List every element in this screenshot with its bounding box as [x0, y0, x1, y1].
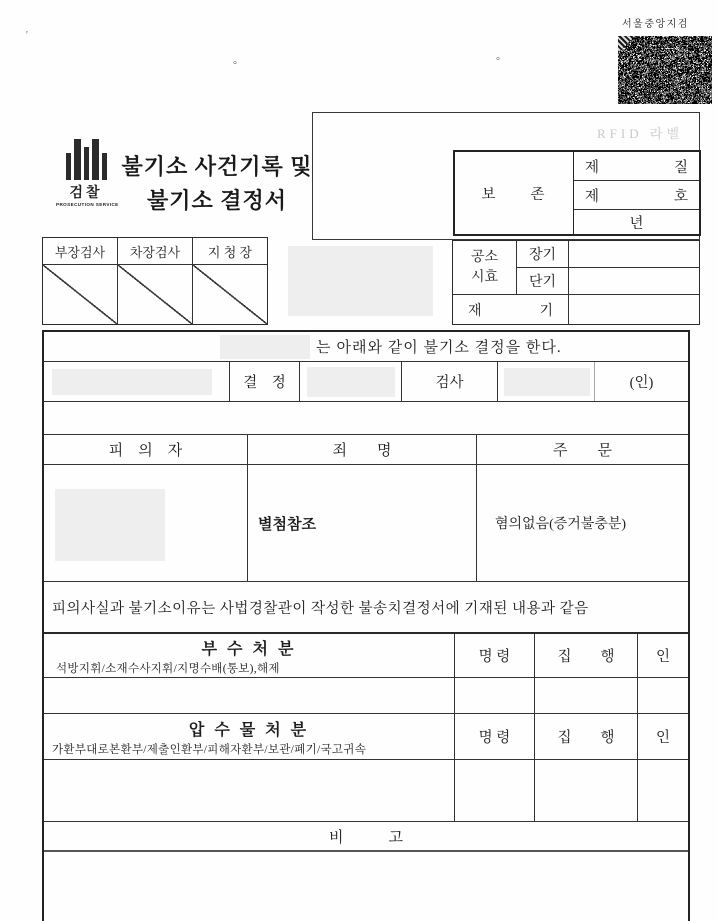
preservation-year-label: 년 [629, 215, 644, 232]
preservation-ho: 호 [673, 188, 688, 205]
statute-table [452, 240, 700, 325]
decision-sentence-row [44, 332, 688, 362]
scan-artifact: ' [26, 30, 28, 41]
sentence-particle: 는 [316, 340, 331, 356]
decision-body-table [42, 330, 690, 921]
ancillary-title: 부 수 처 분 [201, 640, 297, 658]
preservation-je2: 제 [585, 188, 600, 205]
signature-cell-diagonal [118, 265, 193, 324]
redacted-prosecutor-name [504, 368, 590, 396]
preservation-row-number [574, 181, 699, 210]
logo-english-label: PROSECUTION SERVICE [56, 202, 119, 207]
preservation-row-quality [574, 152, 699, 181]
decision-label-cell: 결 정 [230, 362, 300, 401]
decision-signature-row [44, 362, 688, 402]
document-title-line2: 불기소 결정서 [146, 188, 287, 213]
ancillary-value-cell [44, 678, 455, 713]
decision-sentence: 아래와 같이 불기소 결정을 한다. [336, 340, 562, 356]
seized-value-cell [44, 760, 455, 821]
preservation-year-cell [574, 210, 699, 234]
seal-column-header: 인 [655, 649, 670, 665]
ancillary-value-row [44, 678, 688, 714]
case-value-row [44, 465, 688, 582]
statute-long-label: 장기 [517, 241, 569, 268]
ancillary-seal-cell [638, 678, 688, 713]
ancillary-execution-cell [535, 678, 638, 713]
seized-subtitle: 가환부대로본환부/제출인환부/피해자환부/보관/폐기/국고귀속 [52, 743, 367, 756]
redacted-date [52, 369, 212, 395]
ancillary-subtitle: 석방지휘/소재수사지휘/지명수배(통보),해제 [56, 662, 280, 675]
seal-cell: (인) [629, 375, 654, 391]
logo-korean-label: 검찰 [69, 186, 103, 201]
execution-column-header: 집 행 [535, 714, 638, 759]
statute-short-value-cell [569, 268, 699, 294]
redacted-office-name [220, 335, 310, 359]
resume-jae: 재 [468, 303, 482, 319]
signature-cell-diagonal [193, 265, 267, 324]
main-text-value-cell: 혐의없음(증거불충분) [495, 517, 627, 532]
statute-short-label: 단기 [517, 268, 569, 294]
seal-column-header: 인 [655, 730, 670, 746]
prosecution-service-logo [56, 138, 119, 207]
statute-label [453, 241, 517, 294]
seized-header-row [44, 714, 688, 760]
statute-resume-label [453, 294, 569, 324]
document-title [112, 150, 322, 218]
case-header-row [44, 435, 688, 465]
seized-title: 압 수 물 처 분 [188, 721, 310, 739]
remarks-value-row [44, 852, 688, 921]
redacted-date-cell [44, 362, 230, 401]
redacted-suspect-name [55, 489, 165, 561]
seized-order-cell [455, 760, 535, 821]
deputy-chief-header: 차장검사 [118, 238, 193, 264]
charge-value-cell: 별첨참조 [248, 465, 477, 581]
ancillary-title-cell [44, 634, 455, 677]
remarks-header-row: 비 고 [44, 822, 688, 852]
seized-execution-cell [535, 760, 638, 821]
scan-artifact: ° [233, 60, 237, 71]
seized-seal-cell [638, 760, 688, 821]
redacted-decision-no [307, 367, 395, 397]
statute-label-line2: 시효 [470, 269, 499, 285]
seized-title-cell [44, 714, 455, 759]
ancillary-header-row [44, 634, 688, 678]
preservation-label: 보 존 [455, 152, 574, 234]
suspect-column-header: 피 의 자 [44, 435, 248, 464]
charge-column-header: 죄 명 [248, 435, 477, 464]
preservation-table [453, 150, 701, 236]
preservation-je1: 제 [585, 159, 600, 176]
preservation-jil: 질 [673, 159, 688, 176]
prosecutors-table [42, 237, 268, 325]
empty-row [44, 402, 688, 435]
redacted-decision-no-cell [300, 362, 402, 401]
redacted-case-info [288, 246, 433, 316]
order-column-header: 명 령 [455, 634, 535, 677]
branch-chief-header: 지 청 장 [207, 244, 253, 260]
suspect-value-cell [44, 465, 248, 581]
facts-note-row: 피의사실과 불기소이유는 사법경찰관이 작성한 불송치결정서에 기재된 내용과 같음 [44, 582, 688, 634]
rfid-label: RFID 라벨 [597, 126, 683, 141]
statute-label-line1: 공소 [470, 249, 499, 265]
document-title-line1: 불기소 사건기록 및 [121, 154, 313, 179]
logo-bars-icon [56, 138, 116, 180]
ancillary-order-cell [455, 678, 535, 713]
resume-gi: 기 [539, 303, 553, 319]
seized-value-row [44, 760, 688, 822]
order-column-header: 명 령 [455, 714, 535, 759]
execution-column-header: 집 행 [535, 634, 638, 677]
prosecutor-label-cell: 검사 [402, 362, 498, 401]
signature-cell-diagonal [43, 265, 118, 324]
chief-prosecutor-header: 부장검사 [43, 238, 118, 264]
barcode-noise [618, 36, 712, 104]
statute-long-value-cell [569, 241, 699, 268]
main-text-column-header: 주 문 [553, 443, 612, 459]
barcode-stamp [618, 36, 712, 104]
scan-artifact: ° [496, 56, 500, 67]
statute-resume-value-cell [569, 294, 699, 324]
rfid-label-box [312, 112, 700, 240]
district-office-label: 서울중앙지검 [622, 19, 689, 30]
redacted-prosecutor-name-cell [498, 362, 595, 401]
